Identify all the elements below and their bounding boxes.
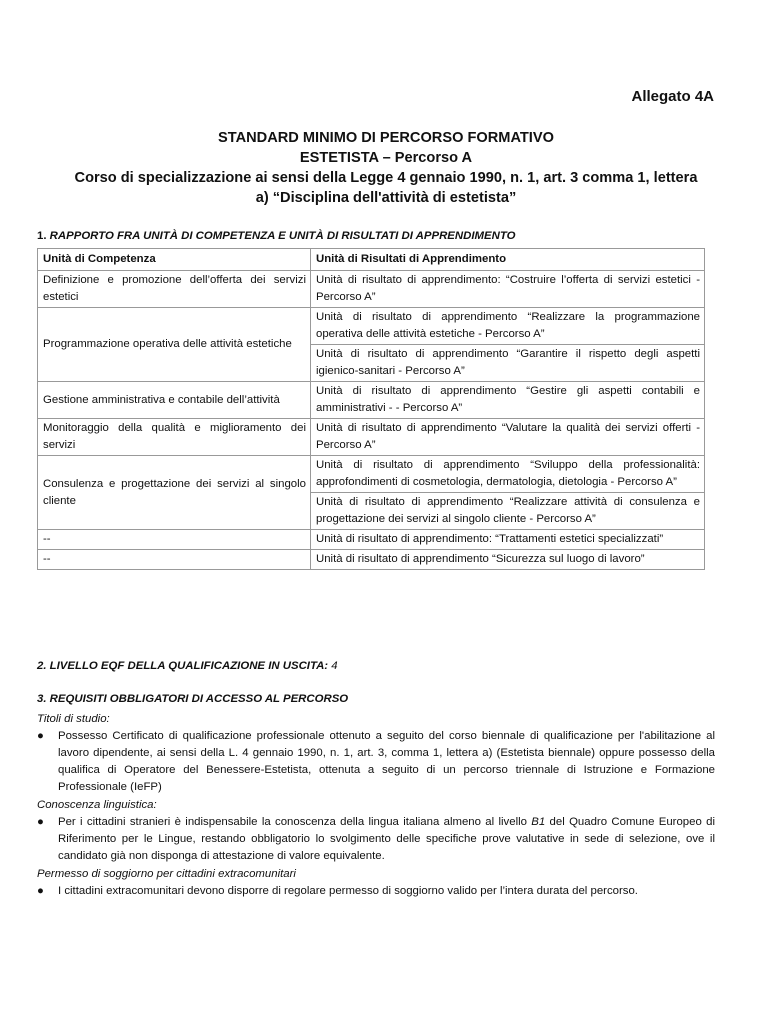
lingua-text-a: Per i cittadini stranieri è indispensabile la conoscenza della lingua italiana almeno al livello [58, 816, 532, 828]
lingua-text-b: del Quadro Comune Europeo di Riferimento per le Lingue, restando obbligatorio lo svolgimento delle specifiche prove valutative in sede di selezione, ove il candidato già non disponga di attestazione di valore equivalente. [58, 816, 715, 862]
competency-cell: Consulenza e progettazione dei servizi al singolo cliente [38, 456, 311, 530]
section-1-title: RAPPORTO FRA UNITÀ DI COMPETENZA E UNITÀ DI RISULTATI DI APPRENDIMENTO [49, 230, 516, 242]
title-line-3: Corso di specializzazione ai sensi della Legge 4 gennaio 1990, n. 1, art. 3 comma 1, lettera [74, 170, 698, 186]
result-cell: Unità di risultato di apprendimento “Garantire il rispetto degli aspetti igienico-sanitari - Percorso A” [311, 345, 705, 382]
list-item [37, 883, 715, 900]
lingua-label: Conoscenza linguistica: [37, 799, 157, 811]
table-row [38, 550, 705, 570]
bullet-icon: ● [37, 885, 44, 897]
title-line-1: STANDARD MINIMO DI PERCORSO FORMATIVO [218, 130, 554, 146]
titoli-label: Titoli di studio: [37, 713, 110, 725]
result-cell: Unità di risultato di apprendimento: “Trattamenti estetici specializzati” [311, 530, 705, 550]
permesso-label: Permesso di soggiorno per cittadini extracomunitari [37, 868, 296, 880]
table-row [38, 271, 705, 308]
bullet-icon: ● [37, 730, 44, 742]
competency-cell: -- [38, 530, 311, 550]
lingua-level: B1 [531, 816, 546, 828]
requirements-body [37, 710, 715, 900]
result-cell: Unità di risultato di apprendimento: “Costruire l’offerta di servizi estetici - Percorso A” [311, 271, 705, 308]
competency-cell: Monitoraggio della qualità e miglioramento dei servizi [38, 419, 311, 456]
eqf-level-value: 4 [331, 660, 338, 672]
col-header-risultati: Unità di Risultati di Apprendimento [311, 249, 705, 271]
table-row [38, 419, 705, 456]
table-row [38, 308, 705, 345]
section-3-heading: 3. REQUISITI OBBLIGATORI DI ACCESSO AL PERCORSO [37, 693, 349, 705]
col-header-competenza: Unità di Competenza [38, 249, 311, 271]
document-title [34, 128, 738, 208]
annex-label: Allegato 4A [631, 88, 714, 105]
result-cell: Unità di risultato di apprendimento “Realizzare la programmazione operativa delle attività estetiche - Percorso A” [311, 308, 705, 345]
result-cell: Unità di risultato di apprendimento “Realizzare attività di consulenza e progettazione dei servizi al singolo cliente - Percorso A” [311, 493, 705, 530]
section-1-number: 1. [37, 230, 47, 242]
section-2-heading [37, 660, 338, 672]
competency-cell: -- [38, 550, 311, 570]
result-cell: Unità di risultato di apprendimento “Valutare la qualità dei servizi offerti - Percorso A” [311, 419, 705, 456]
table-row [38, 456, 705, 493]
section-2-title: 2. LIVELLO EQF DELLA QUALIFICAZIONE IN USCITA: [37, 660, 329, 672]
titoli-list [37, 728, 715, 796]
table-row [38, 530, 705, 550]
list-item [37, 814, 715, 865]
result-cell: Unità di risultato di apprendimento “Sicurezza sul luogo di lavoro” [311, 550, 705, 570]
lingua-list [37, 814, 715, 865]
list-item [37, 728, 715, 796]
result-cell: Unità di risultato di apprendimento “Gestire gli aspetti contabili e amministrativi - - Percorso A” [311, 382, 705, 419]
section-1-heading [37, 230, 515, 242]
table-row [38, 382, 705, 419]
competency-cell: Gestione amministrativa e contabile dell’attività [38, 382, 311, 419]
bullet-icon: ● [37, 816, 44, 828]
titoli-text: Possesso Certificato di qualificazione professionale ottenuto a seguito del corso biennale di qualificazione per l'abilitazione al lavoro dipendente, ai sensi della L. 4 gennaio 1990, n. 1, art. 3, comma 1, lettera a) (Estetista biennale) oppure possesso della qualifica di Operatore del Benessere-Estetista, ottenuta a seguito di un percorso triennale di Istruzione e Formazione Professionale (IeFP) [58, 730, 715, 793]
table-header-row [38, 249, 705, 271]
competency-cell: Definizione e promozione dell’offerta dei servizi estetici [38, 271, 311, 308]
result-cell: Unità di risultato di apprendimento “Sviluppo della professionalità: approfondimenti di cosmetologia, dermatologia, dietologia - Percorso A” [311, 456, 705, 493]
title-line-4: a) “Disciplina dell'attività di estetista” [255, 190, 517, 206]
permesso-list [37, 883, 715, 900]
competency-table [37, 248, 705, 570]
title-line-2: ESTETISTA – Percorso A [299, 150, 473, 166]
competency-cell: Programmazione operativa delle attività estetiche [38, 308, 311, 382]
permesso-text: I cittadini extracomunitari devono disporre di regolare permesso di soggiorno valido per l’intera durata del percorso. [58, 885, 638, 897]
